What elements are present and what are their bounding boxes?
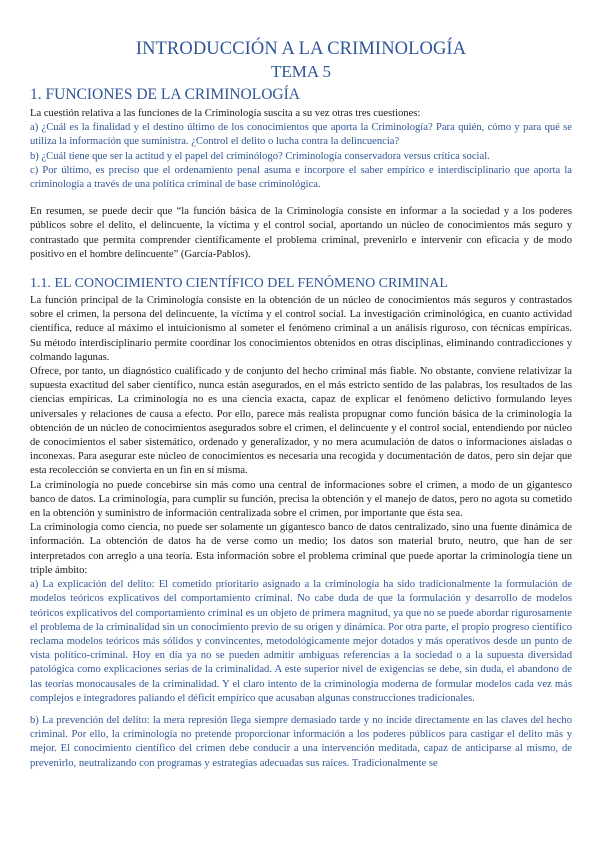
paragraph-4: La criminología como ciencia, no puede ser solamente un gigantesco banco de datos centralizado, sino una fuente dinámica de información. La obtención de datos ha de verse como un medio; los datos son material bruto, neutro, que han de ser interpretados con arreglo a una teoría. Esta información sobre el problema criminal que puede aportar la criminología tiene un triple ámbito: (30, 522, 572, 576)
paragraph-2: Ofrece, por tanto, un diagnóstico cualificado y de conjunto del hecho criminal más fiable. No obstante, conviene relativizar la supuesta exactitud del saber científico, nunca están asegurados, en el más estricto sentido de las palabras, los resultados de las ciencias empíricas. La criminología no es una ciencia exacta, capaz de explicar el fenómeno delictivo formulando leyes universales y relaciones de causa a efecto. Por ello, parece más realista propugnar como función básica de la criminología la obtención de un núcleo de conocimientos asegurados sobre el crimen, el delincuente y el control social, entendiendo por núcleo de conocimientos el saber sistemático, ordenado y generalizador, y no mera acumulación de datos o informaciones aisladas o inconexas. Para asegurar este núcleo de conocimientos es necesaria una recogida y documentación de datos, pero sin dejar que esta recolección se convierta en un fin en sí misma. (30, 366, 572, 477)
document-title: INTRODUCCIÓN A LA CRIMINOLOGÍA (135, 39, 467, 59)
paragraph-3: La criminología no puede concebirse sin más como una central de informaciones sobre el crimen, a modo de un gigantesco banco de datos. La criminología, para cumplir su función, precisa la obtención y el manejo de datos, pero no agota su cometido en la obtención y suministro de información centralizada sobre el crimen, por importante que ésta sea. (30, 479, 572, 520)
paragraph-1: La función principal de la Criminología consiste en la obtención de un núcleo de conocimientos más seguros y contrastados sobre el crimen, la persona del delincuente, la víctima y el control social. La investigación criminológica, en cuanto actividad científica, reduce al máximo el intuicionismo al someter el fenómeno criminal a un análisis riguroso, con técnicas empíricas. Su método interdisciplinario permite coordinar los conocimientos obtenidos en otras disciplinas, eliminando contradicciones y colmando lagunas. (30, 295, 572, 363)
point-b-prevencion: b) La prevención del delito: la mera represión llega siempre demasiado tarde y no incide directamente en las claves del hecho criminal. Por ello, la criminología no pretende proporcionar información a los poderes públicos para castigar el delito más y mejor. El conocimiento científico del crimen debe conducir a una intervención meditada, capaz de anticiparse al mismo, de prevenirlo, neutralizando con programas y estrategias adecuadas sus raíces. Tradicionalmente se (30, 714, 572, 769)
question-a: a) ¿Cuál es la finalidad y el destino último de los conocimientos que aporta la Criminología? Para quién, cómo y para qué se utiliza la información que suministra. ¿Control el delito o lucha contra la delincuencia? (30, 122, 572, 148)
section-intro: La cuestión relativa a las funciones de la Criminología suscita a su vez otras tres cuestiones: (30, 108, 421, 119)
section-heading-funciones: 1. FUNCIONES DE LA CRIMINOLOGÍA (30, 86, 300, 103)
summary-paragraph: En resumen, se puede decir que “la función básica de la Criminología consiste en informar a la sociedad y a los poderes públicos sobre el delito, el delincuente, la víctima y el control social, aportando un núcleo de conocimientos más seguro y contrastado que permita comprender científicamente el problema criminal, prevenirlo e intervenir con eficacia y de modo positivo en el hombre delincuente” (García-Pablos). (30, 206, 572, 260)
section-heading-conocimiento: 1.1. EL CONOCIMIENTO CIENTÍFICO DEL FENÓMENO CRIMINAL (30, 276, 448, 292)
question-b: b) ¿Cuál tiene que ser la actitud y el papel del criminólogo? Criminología conservadora versus crítica social. (30, 150, 490, 162)
document-subtitle: TEMA 5 (271, 62, 331, 81)
point-a-explicacion: a) La explicación del delito: El cometido prioritario asignado a la criminología ha sido tradicionalmente la formulación de modelos teóricos explicativos del comportamiento criminal. No cabe duda de que la formulación y desarrollo de modelos teóricos explicativos del comportamiento criminal es un objeto de primera magnitud, ya que no se puede abordar rigurosamente el problema de la criminalidad sin un conocimiento previo de su origen y dinámica. Por otra parte, el propio progreso científico reclama modelos teóricos más sólidos y convincentes, metodológicamente mejor dotados y más operativos desde un punto de vista político-criminal. Hoy en día ya no se pueden admitir ambiguas referencias a la sociedad o a la supuesta diversidad patológica como explicaciones serias de la criminalidad. A este superior nivel de exigencias se debe, sin duda, el abandono de las teorías monocausales de la criminalidad. Y el claro intento de la criminología moderna de formular modelos cada vez más complejos e integradores paliando el déficit empírico que acusaban algunas construcciones tradicionales. (30, 579, 572, 704)
question-c: c) Por último, es preciso que el ordenamiento penal asuma e incorpore el saber empírico e interdisciplinario que aporta la criminología a través de una política criminal de base criminológica. (30, 164, 572, 191)
